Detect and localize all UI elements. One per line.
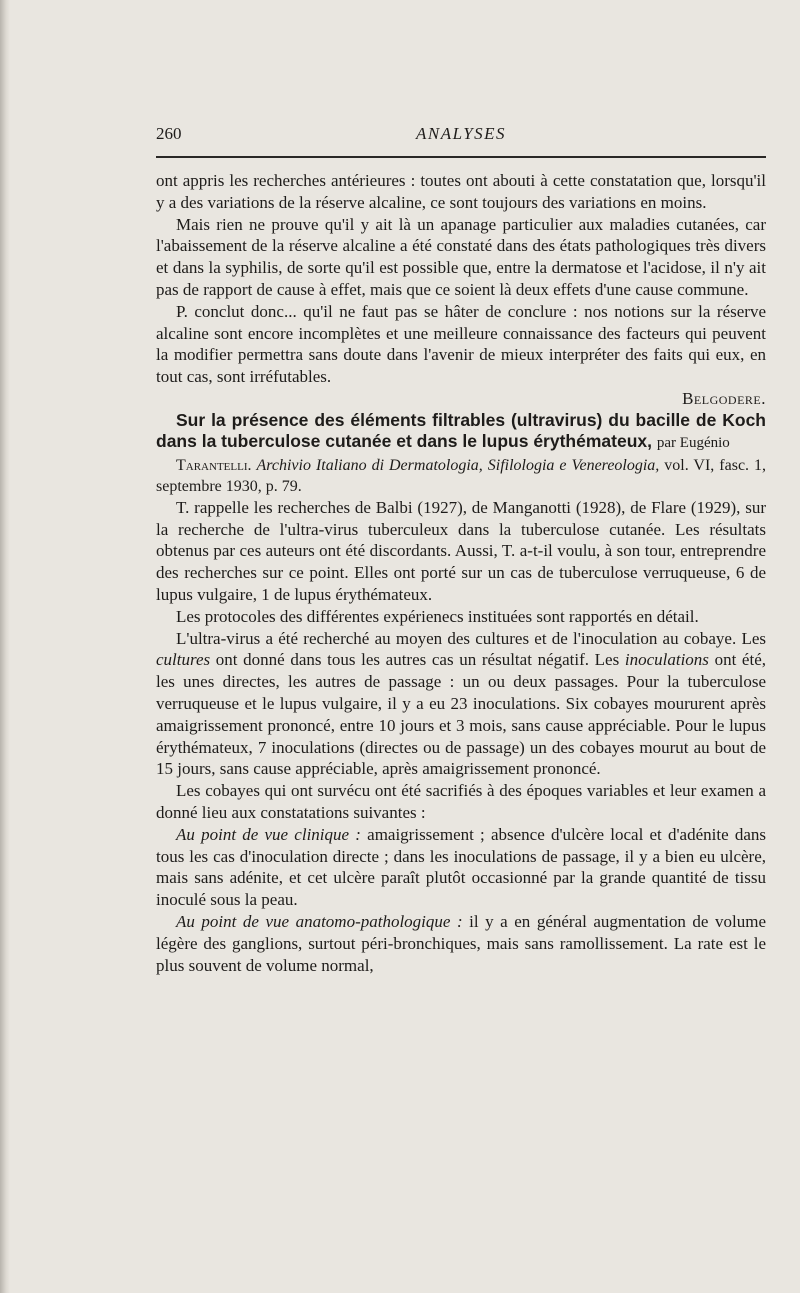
scan-edge xyxy=(0,0,10,1293)
article-title-text: Sur la présence des éléments filtrables (ultravirus) du bacille de Koch dans la tuberculose cutanée et dans le lupus érythémateux, xyxy=(156,409,766,452)
page xyxy=(156,120,766,976)
emphasis-inoculations: inoculations xyxy=(624,650,709,670)
text-run: L'ultra-virus a été recherché au moyen des cultures et de l'inoculation au cobaye. Les xyxy=(176,628,766,648)
paragraph-clinique xyxy=(156,824,766,911)
running-head xyxy=(156,120,766,150)
emphasis-clinique: Au point de vue clinique : xyxy=(176,824,361,844)
paragraph: Les cobayes qui ont survécu ont été sacrifiés à des époques variables et leur examen a donné lieu aux constatations suivantes : xyxy=(156,781,766,822)
paragraph-conclusion xyxy=(156,301,766,410)
text-run: ont été, les unes directes, les autres de passage : un ou deux passages. Pour la tuberculose verruqueuse et le lupus vulgaire, il y a eu 23 inoculations. Six cobayes moururent après amaigrissement prononcé, entre 10 jours et 3 mois, sans cause appréciable. Pour le lupus érythémateux, 7 inoculations (directes ou de passage) un des cobayes mourut au bout de 15 jours, sans cause appréciable, après amaigrissement prononcé. xyxy=(156,650,766,779)
article-journal: Archivio Italiano di Dermatologia, Sifilologia e Venereologia, xyxy=(256,456,660,474)
emphasis-anatomo: Au point de vue anatomo-pathologique : xyxy=(176,911,463,931)
text-run: amaigrissement ; absence d'ulcère local et d'adénite dans tous les cas d'inoculation directe ; dans les inoculations de passage, il y a bien eu ulcère, mais sans adénite, et cet ulcère paraît plutôt occasionné par la grande quantité de tissu inoculé sous la peau. xyxy=(156,824,767,910)
header-rule xyxy=(156,156,766,158)
paragraph-cultures xyxy=(156,628,766,781)
signature: Belgodere. xyxy=(682,388,766,408)
paragraph-conclusion-text: P. conclut donc... qu'il ne faut pas se hâter de conclure : nos notions sur la réserve alcaline sont encore incomplètes et une meilleure connaissance des facteurs qui peuvent la modifier permettra sans doute dans l'avenir de mieux interpréter des faits qui eux, en tout cas, sont irréfutables. xyxy=(156,301,766,387)
article-reference: vol. VI, fasc. 1, septembre 1930, p. 79. xyxy=(156,456,767,495)
page-number: 260 xyxy=(156,124,182,143)
paragraph: T. rappelle les recherches de Balbi (1927), de Manganotti (1928), de Flare (1929), sur la recherche de l'ultra-virus tuberculeux dans la tuberculose cutanée. Les résultats obtenus par ces auteurs ont été discordants. Aussi, T. a-t-il voulu, à son tour, entreprendre des recherches sur ce point. Elles ont porté sur un cas de tuberculose verruqueuse, 6 de lupus vulgaire, 1 de lupus érythémateux. xyxy=(156,497,766,604)
paragraph: Mais rien ne prouve qu'il y ait là un apanage particulier aux maladies cutanées, car l'abaissement de la réserve alcaline a été constaté dans des états pathologiques très divers et dans la syphilis, de sorte qu'il est possible que, entre la dermatose et l'acidose, il n'y ait pas de rapport de cause à effet, mais que ce soient là deux effets d'une cause commune. xyxy=(156,214,766,299)
paragraph-anatomo xyxy=(156,911,766,976)
running-title: ANALYSES xyxy=(415,124,507,143)
text-run: ont donné dans tous les autres cas un résultat négatif. Les xyxy=(210,650,625,670)
article-by: par Eugénio xyxy=(656,435,730,452)
body-text xyxy=(156,170,766,976)
text-run: il y a en général augmentation de volume légère des ganglions, surtout péri-bronchiques, mais sans ramollissement. La rate est le plus souvent de volume normal, xyxy=(156,911,767,975)
article-title xyxy=(156,410,766,455)
article-author: Tarantelli. xyxy=(176,456,252,474)
paragraph-continuation: ont appris les recherches antérieures : toutes ont abouti à cette constatation que, lorsqu'il y a des variations de la réserve alcaline, ce sont toujours des variations en moins. xyxy=(156,171,766,212)
paragraph: Les protocoles des différentes expérienecs instituées sont rapportés en détail. xyxy=(176,606,699,626)
article-meta xyxy=(156,455,766,497)
emphasis-cultures: cultures xyxy=(156,650,211,670)
